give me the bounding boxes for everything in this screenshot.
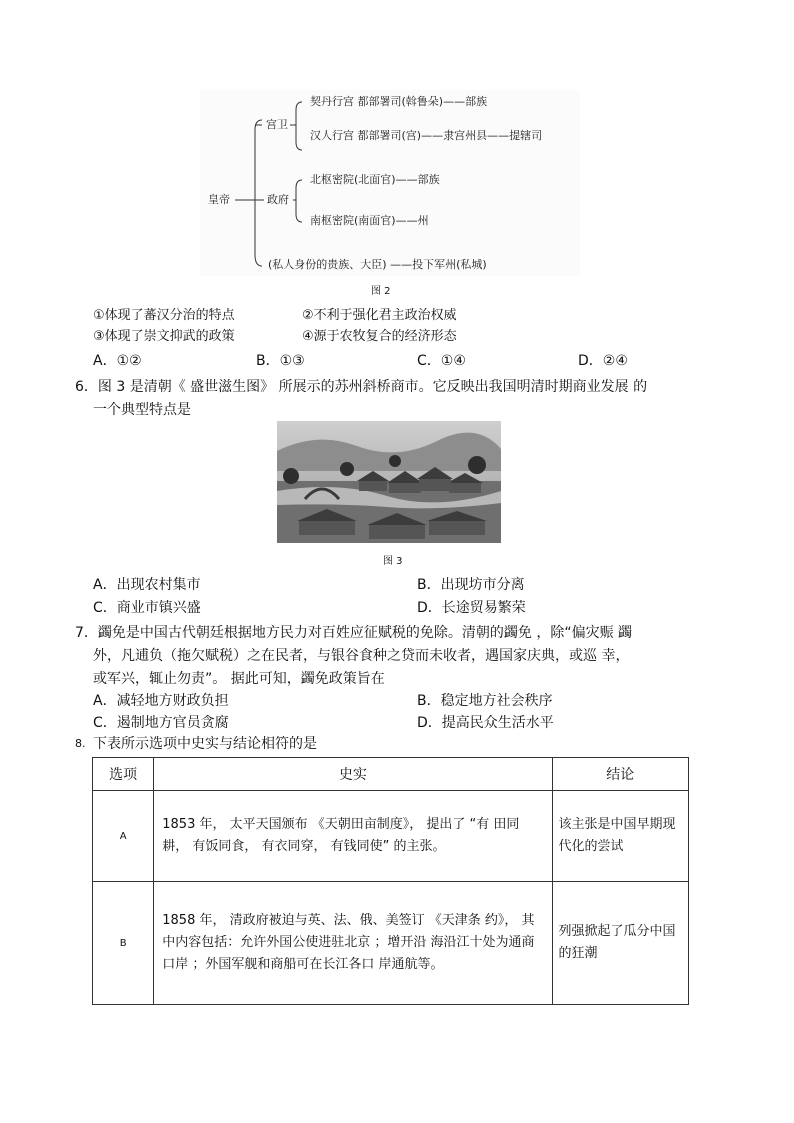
q7-option-a[interactable]: A．减轻地方财政负担 (93, 693, 229, 709)
q6-option-c[interactable]: C．商业市镇兴盛 (93, 600, 201, 616)
q8-stem: 下表所示选项中史实与结论相符的是 (93, 736, 317, 752)
figure-2-caption: 图 2 (371, 286, 391, 297)
row-b-conclusion: 列强掀起了瓜分中国的狂潮 (552, 882, 688, 1005)
private-noble-line: (私人身份的贵族、大臣) ——投下军州(私城) (268, 258, 487, 271)
header-option: 选项 (93, 758, 154, 791)
figure-3-caption: 图 3 (383, 556, 403, 567)
emperor-label: 皇帝 (208, 193, 230, 206)
q7-stem-line-3: 或军兴，辄止勿责”。 据此可知，蠲免政策旨在 (93, 671, 385, 687)
q5-option-d[interactable]: D．②④ (578, 353, 628, 369)
q5-statement-3: ③体现了崇文抑武的政策 (93, 329, 235, 344)
row-b-option: B (93, 882, 154, 1005)
q8-table (92, 757, 689, 1005)
khitan-palace-line: 契丹行宫 都部署司(斡鲁朵)——部族 (310, 95, 488, 108)
q5-statement-2: ②不利于强化君主政治权威 (302, 308, 457, 323)
q5-option-c[interactable]: C．①④ (417, 353, 466, 369)
row-a-option: A (93, 791, 154, 882)
north-council-line: 北枢密院(北面官)——部族 (310, 173, 440, 186)
q7-option-c[interactable]: C．遏制地方官员贪腐 (93, 715, 229, 731)
q6-option-a[interactable]: A．出现农村集市 (93, 577, 201, 593)
row-a-fact: 1853 年， 太平天国颁布 《天朝田亩制度》， 提出了 “有 田同耕， 有饭同食， 有衣同穿， 有钱同使” 的主张。 (154, 791, 552, 882)
figure-3-painting (277, 421, 501, 543)
han-palace-line: 汉人行宫 都部署司(宫)——隶宫州县——提辖司 (310, 129, 543, 142)
south-council-line: 南枢密院(南面官)——州 (310, 214, 429, 227)
q7-option-d[interactable]: D．提高民众生活水平 (417, 715, 554, 731)
figure-2-diagram (200, 90, 580, 276)
q7-option-b[interactable]: B．稳定地方社会秩序 (417, 693, 553, 709)
q6-stem-line-2: 一个典型特点是 (93, 402, 191, 418)
table-row (93, 882, 689, 1005)
q5-option-b[interactable]: B．①③ (256, 353, 305, 369)
q5-statement-1: ①体现了蕃汉分治的特点 (93, 308, 235, 323)
palace-guard-label: 宫卫 (266, 118, 288, 131)
q6-option-d[interactable]: D．长途贸易繁荣 (417, 600, 526, 616)
q5-option-a[interactable]: A．①② (93, 353, 142, 369)
q7-stem-line-2: 外，凡逋负（拖欠赋税）之在民者，与银谷食种之贷而未收者，遇国家庆典，或巡 幸， (93, 648, 630, 664)
q8-number: 8. (75, 737, 86, 750)
government-label: 政府 (267, 193, 289, 206)
table-header-row (93, 758, 689, 791)
header-fact: 史实 (154, 758, 552, 791)
header-conclusion: 结论 (552, 758, 688, 791)
q6-option-b[interactable]: B．出现坊市分离 (417, 577, 525, 593)
row-a-conclusion: 该主张是中国早期现代化的尝试 (552, 791, 688, 882)
q5-statement-4: ④源于农牧复合的经济形态 (302, 329, 457, 344)
row-b-fact: 1858 年， 清政府被迫与英、法、俄、美签订 《天津条 约》， 其中内容包括：允许外国公使进驻北京 ；增开沿 海沿江十处为通商口岸 ；外国军舰和商船可在长江各口 岸通航等。 (154, 882, 552, 1005)
q7-stem-line-1: 7．蠲免是中国古代朝廷根据地方民力对百姓应征赋税的免除。清朝的蠲免 ，除“偏灾赈 蠲 (75, 625, 633, 641)
table-row (93, 791, 689, 882)
painting-image (277, 421, 501, 543)
q6-stem-line-1: 6．图 3 是清朝《 盛世滋生图》 所展示的苏州斜桥商市。它反映出我国明清时期商业发展 的 (75, 379, 648, 395)
